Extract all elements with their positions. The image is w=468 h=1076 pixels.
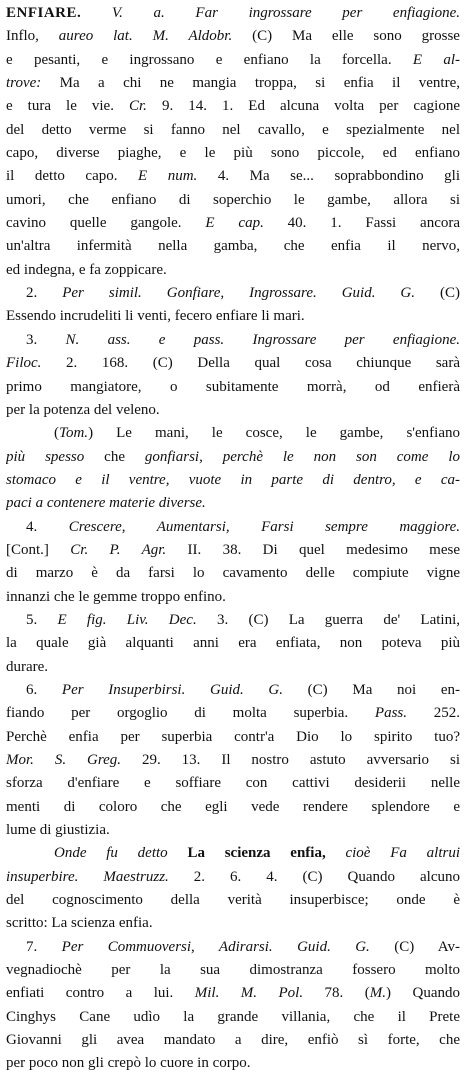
text-segment: Cinghys Cane udìo la grande villania, che il Prete [6,1008,460,1025]
text-segment: paci a contenere materie diverse. [6,495,206,512]
text-line [6,609,460,632]
text-line [6,72,460,95]
text-segment: 9. 14. 1. Ed alcuna volta per cagione [146,98,460,115]
text-line [6,119,460,142]
text-line [6,866,460,889]
text-line [6,1006,460,1029]
text-line [6,259,460,282]
text-segment: la quale già alquanti anni era enfiata, non poteva più [6,635,460,652]
text-line [6,772,460,795]
text-segment: Essendo incrudeliti li venti, fecero enfiare li mari. [6,308,305,325]
text-segment: cioè Fa altrui [345,845,460,862]
text-segment: 2. 168. (C) Della qual cosa chiunque sarà [41,355,460,372]
text-segment: II. 38. Di quel medesimo mese [166,541,460,558]
text-segment: 29. 13. Il nostro astuto avversario si [121,752,460,768]
text-segment: Per Insuperbirsi. Guid. G. [61,681,284,698]
text-line [6,656,460,679]
text-line [6,422,460,445]
text-segment: ed indegna, e fa zoppicare. [6,261,167,278]
text-segment: (C) [415,285,460,302]
text-segment: di marzo è da farsi lo cavamento delle compiute vigne [6,565,460,582]
text-line [6,819,460,842]
text-segment: 40. 1. Fassi ancora [263,215,460,232]
text-segment: e tura le vie. [6,98,129,115]
text-segment: ) Le mani, le cosce, le gambe, s'enfiano [88,425,460,442]
text-line [6,982,460,1005]
text-segment: menti di coloro che egli vede rendere splendore e [6,798,460,815]
text-segment: La scienza enfia, [167,845,346,862]
text-segment: enfiati contro a lui. [6,985,195,1002]
text-segment: ) Quando [386,985,460,1002]
text-line [6,49,460,72]
text-segment: Mil. M. Pol. [194,985,304,1002]
text-segment: Ma a chi ne mangia troppa, si enfia il ventre, [41,75,460,92]
text-line [6,142,460,165]
text-segment: fiando per orgoglio di molta superbia. [6,705,375,722]
text-line [6,399,460,422]
text-line [6,352,460,375]
text-line [6,842,460,865]
text-segment: M. [369,985,387,1002]
text-segment: durare. [6,658,49,675]
text-segment: Giovanni gli avea mandato a dire, enfiò sì forte, che [6,1032,460,1049]
text-line [6,329,460,352]
text-segment: 5. [26,611,58,628]
entry-text-column [6,2,460,1076]
text-segment: cavino quelle gangole. [6,215,206,232]
text-line [6,912,460,935]
text-line [6,376,460,399]
text-line [6,679,460,702]
text-segment: 6. [26,681,62,698]
text-line [6,1052,460,1075]
text-segment: E cap. [205,215,264,232]
text-segment: E fig. Liv. Dec. [57,611,197,628]
text-segment: (C) Ma elle sono grosse [232,28,460,45]
text-line [6,235,460,258]
text-segment: che [84,448,145,465]
text-segment: Inflo, [6,28,59,45]
text-segment: V. a. Far ingrossare per enfiagione. [81,5,460,21]
text-segment: N. ass. e pass. Ingrossare per enfiagione. [65,331,460,348]
text-segment: 4. Ma se... soprabbondino gli [197,168,460,185]
text-segment: scritto: La scienza enfia. [6,915,153,932]
text-segment: e pesanti, e ingrossano e enfiano la forcella. [6,51,413,68]
text-segment: 7. [26,938,62,955]
text-line [6,189,460,212]
text-segment: 3. [26,331,66,348]
text-segment: Onde fu detto [54,845,168,862]
text-segment: 2. 6. 4. (C) Quando alcuno [168,868,460,885]
text-line [6,516,460,539]
text-segment: lume di giustizia. [6,822,110,839]
text-line [6,586,460,609]
text-segment: per poco non gli crepò lo cuore in corpo. [6,1055,251,1072]
text-segment: Filoc. [6,355,42,372]
text-line [6,889,460,912]
text-segment: 2. [26,285,63,302]
text-segment: 252. [407,705,460,722]
text-segment: ( [54,425,59,442]
text-segment: capo, diverse piaghe, e le più sono piccole, ed enfiano [6,145,460,162]
text-line [6,2,460,25]
text-line [6,959,460,982]
text-line [6,492,460,515]
text-segment: (C) Av- [369,938,460,955]
text-line [6,446,460,469]
text-line [6,702,460,725]
text-segment: più spesso [6,448,85,465]
text-line [6,212,460,235]
text-segment: Crescere, Aumentarsi, Farsi sempre maggiore. [68,518,460,535]
text-segment: un'altra infermità nella gamba, che enfia il nervo, [6,238,460,255]
text-line [6,282,460,305]
text-line [6,1029,460,1052]
text-segment: E al- [412,51,460,68]
text-segment: stomaco e il ventre, vuote in parte di dentro, e ca- [6,471,460,488]
text-segment: Pass. [374,705,407,722]
text-segment: 78. ( [303,985,370,1002]
text-segment: Cr. [129,98,147,115]
text-segment: (C) Ma noi en- [283,681,460,698]
text-segment: Cr. P. Agr. [70,541,167,558]
text-line [6,936,460,959]
text-segment: aureo lat. M. Aldobr. [58,28,233,45]
text-segment: vegnadiochè per la sua dimostranza fossero molto [6,962,460,979]
text-line [6,25,460,48]
text-segment: Per Commuoversi, Adirarsi. Guid. G. [61,938,370,955]
text-segment: 3. (C) La guerra de' Latini, [196,611,460,628]
text-segment: primo mangiatore, o subitamente morrà, od enfierà [6,378,460,395]
text-segment: 4. [26,518,69,535]
text-line [6,469,460,492]
text-segment: umori, che enfiano di soperchio le gambe, allora si [6,191,460,208]
text-segment: il detto capo. [6,168,139,185]
text-line [6,562,460,585]
text-line [6,305,460,328]
text-segment: trove: [6,75,42,92]
text-line [6,726,460,749]
text-line [6,632,460,655]
text-segment: [Cont.] [6,541,71,558]
headword: ENFIARE. [6,5,82,21]
text-segment: per la potenza del veleno. [6,401,160,418]
text-segment: Perchè enfia per superbia contr'a Dio lo spirito tuo? [6,728,460,745]
text-segment: Mor. S. Greg. [6,752,122,768]
text-segment: insuperbire. Maestruzz. [6,868,169,885]
text-segment: Per simil. Gonfiare, Ingrossare. Guid. G. [62,285,416,302]
text-segment: gonfiarsi, perchè le non son come lo [144,448,460,465]
text-line [6,539,460,562]
text-segment: del cognoscimento della verità insuperbisce; onde è [6,892,460,909]
text-line [6,796,460,819]
text-segment: E num. [138,168,198,185]
text-segment: innanzi che le gemme troppo enfino. [6,588,226,605]
text-line [6,165,460,188]
text-segment: del detto verme si fanno nel cavallo, e spezialmente nel [6,121,460,138]
text-segment: sforza d'enfiare e soffiare con cattivi desiderii nelle [6,775,460,792]
text-line [6,749,460,772]
text-line [6,95,460,118]
text-segment: Tom. [59,425,89,442]
